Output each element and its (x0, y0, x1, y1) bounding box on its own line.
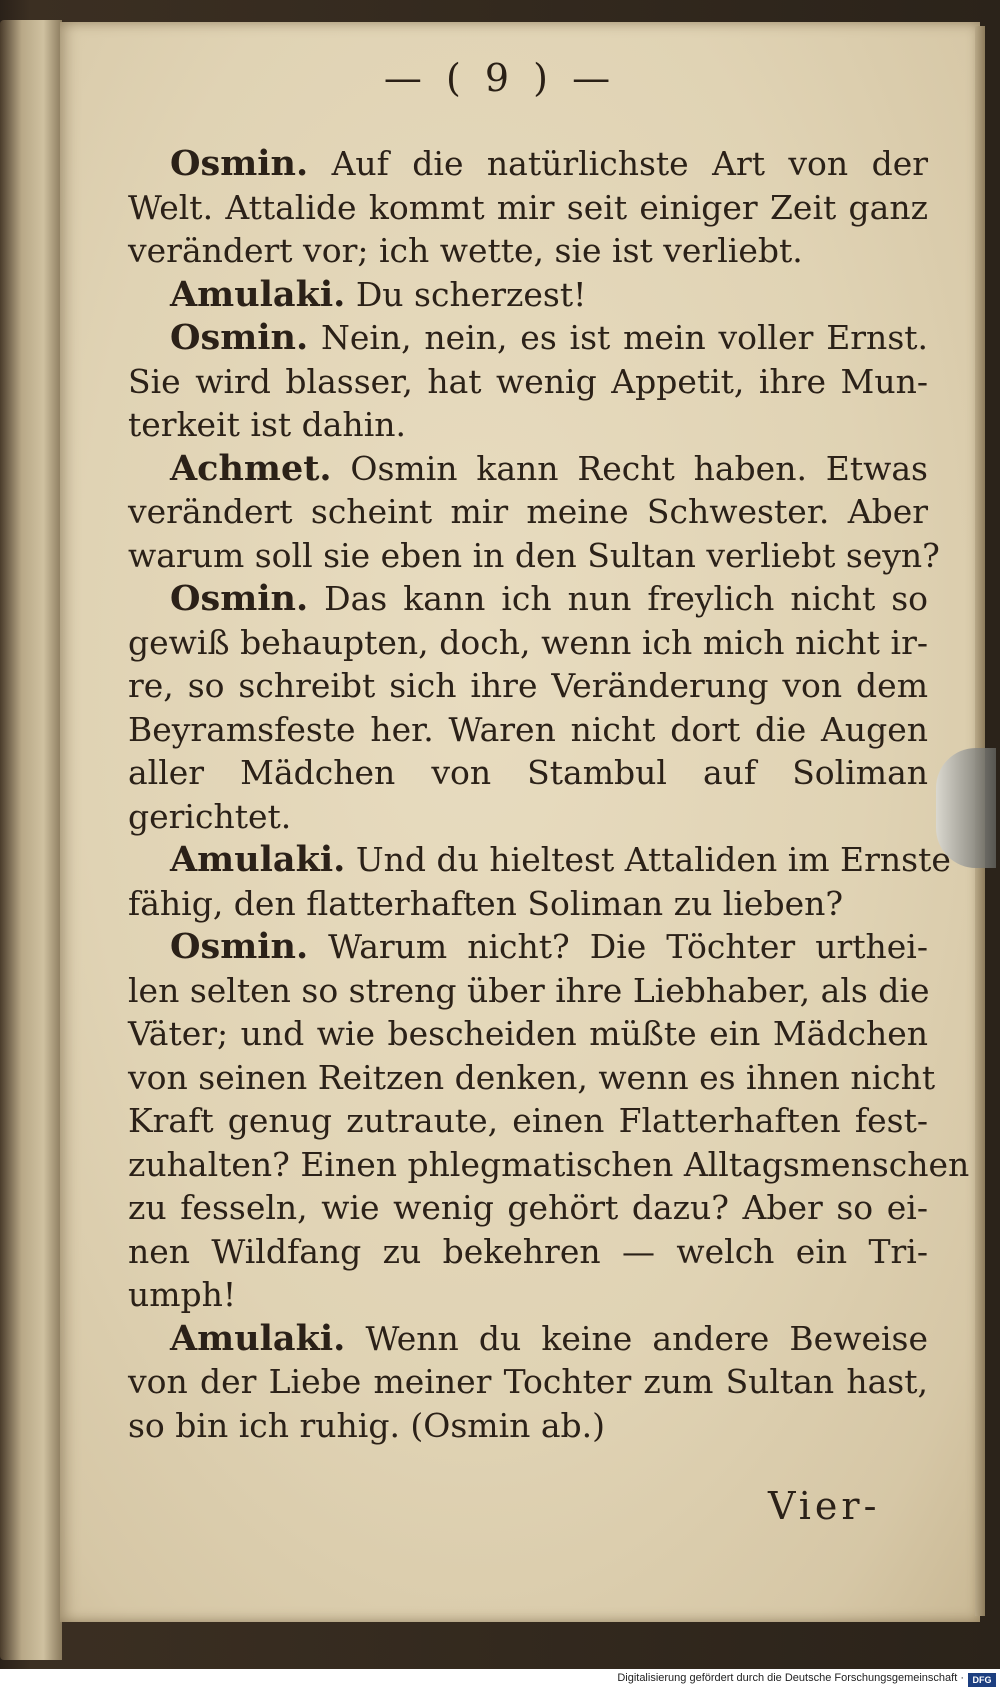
line-text: zu fesseln, wie wenig gehört dazu? Aber so ei- (128, 1188, 928, 1227)
text-line (128, 1360, 928, 1404)
line-text: Osmin kann Recht haben. Etwas (331, 448, 928, 488)
book-spine (0, 20, 62, 1660)
line-text: zuhalten? Einen phlegmatischen Alltagsmenschen (128, 1144, 970, 1184)
line-text: verändert scheint mir meine Schwester. Aber (128, 492, 928, 531)
speaker-name: Amulaki. (170, 273, 346, 315)
line-text: gewiß behaupten, doch, wenn ich mich nicht ir- (128, 622, 928, 662)
line-text: terkeit ist dahin. (128, 405, 406, 444)
text-line (128, 186, 928, 230)
text-line (128, 969, 928, 1013)
text-line (128, 621, 928, 665)
text-line (128, 708, 928, 752)
line-text: len selten so streng über ihre Liebhaber, als die (128, 970, 930, 1010)
text-line (128, 1143, 970, 1187)
speaker-name: Amulaki. (170, 1317, 346, 1359)
speaker-name: Amulaki. (170, 839, 346, 880)
dfg-logo-icon: DFG (968, 1673, 996, 1687)
line-text: Kraft genug zutraute, einen Flatterhaften fest- (128, 1101, 928, 1140)
text-line (128, 447, 928, 491)
text-line (128, 882, 928, 926)
text-line (128, 1273, 928, 1317)
line-text: fähig, den flatterhaften Soliman zu lieben? (128, 883, 844, 923)
line-text: Nein, nein, es ist mein voller Ernst. (308, 318, 928, 357)
line-text: Warum nicht? Die Töchter urthei- (308, 927, 928, 966)
text-line (128, 142, 928, 186)
footer-credit: Digitalisierung gefördert durch die Deutsche Forschungsgemeinschaft · (617, 1672, 964, 1684)
line-text: Sie wird blasser, hat wenig Appetit, ihre Mun- (128, 361, 928, 401)
line-text: gerichtet. (128, 796, 292, 836)
line-text: Auf die natürlichste Art von der (308, 144, 928, 183)
text-line (128, 795, 928, 839)
text-line (128, 1186, 928, 1230)
line-text: Wenn du keine andere Beweise (345, 1318, 928, 1358)
line-text: aller Mädchen von Stambul auf Soliman (128, 753, 928, 792)
catchword: Vier- (768, 1484, 881, 1528)
text-line (128, 273, 928, 317)
text-line (128, 316, 928, 360)
line-text: Welt. Attalide kommt mir seit einiger Zeit ganz (128, 187, 928, 227)
line-text: verändert vor; ich wette, sie ist verliebt. (128, 231, 803, 270)
speaker-name: Osmin. (170, 317, 309, 358)
digitization-footer (0, 1669, 1000, 1693)
speaker-name: Achmet. (170, 447, 332, 489)
text-line (128, 1099, 928, 1143)
text-line (128, 838, 951, 882)
line-text: von der Liebe meiner Tochter zum Sultan hast, (128, 1362, 928, 1401)
text-line (128, 577, 928, 621)
line-text: Beyramsfeste her. Waren nicht dort die Augen (128, 709, 928, 749)
line-text: Das kann ich nun freylich nicht so (308, 579, 928, 618)
page-number: — ( 9 ) — (383, 56, 617, 100)
text-line (128, 925, 928, 969)
text-line (128, 1012, 928, 1056)
line-text: Und du hieltest Attaliden im Ernste (345, 840, 951, 879)
text-line (128, 1404, 928, 1448)
text-line (128, 229, 928, 273)
line-text: Väter; und wie bescheiden müßte ein Mädchen (128, 1014, 928, 1053)
line-text: nen Wildfang zu bekehren — welch ein Tri- (128, 1231, 928, 1271)
speaker-name: Osmin. (170, 926, 309, 967)
text-line (128, 1317, 928, 1361)
text-line (128, 751, 928, 795)
text-line (128, 490, 928, 534)
text-line (128, 1230, 928, 1274)
text-line (128, 534, 940, 578)
text-line (128, 360, 928, 404)
text-line (128, 403, 928, 447)
line-text: umph! (128, 1275, 237, 1314)
speaker-name: Osmin. (170, 143, 309, 184)
text-line (128, 664, 928, 708)
line-text: warum soll sie eben in den Sultan verliebt seyn? (128, 535, 940, 575)
line-text: von seinen Reitzen denken, wenn es ihnen nicht (128, 1057, 936, 1097)
line-text: so bin ich ruhig. (Osmin ab.) (128, 1405, 606, 1445)
dialogue-text (128, 142, 970, 1447)
line-text: Du scherzest! (345, 274, 587, 314)
text-line (128, 1056, 936, 1100)
line-text: re, so schreibt sich ihre Veränderung von dem (128, 666, 928, 705)
speaker-name: Osmin. (170, 578, 309, 619)
